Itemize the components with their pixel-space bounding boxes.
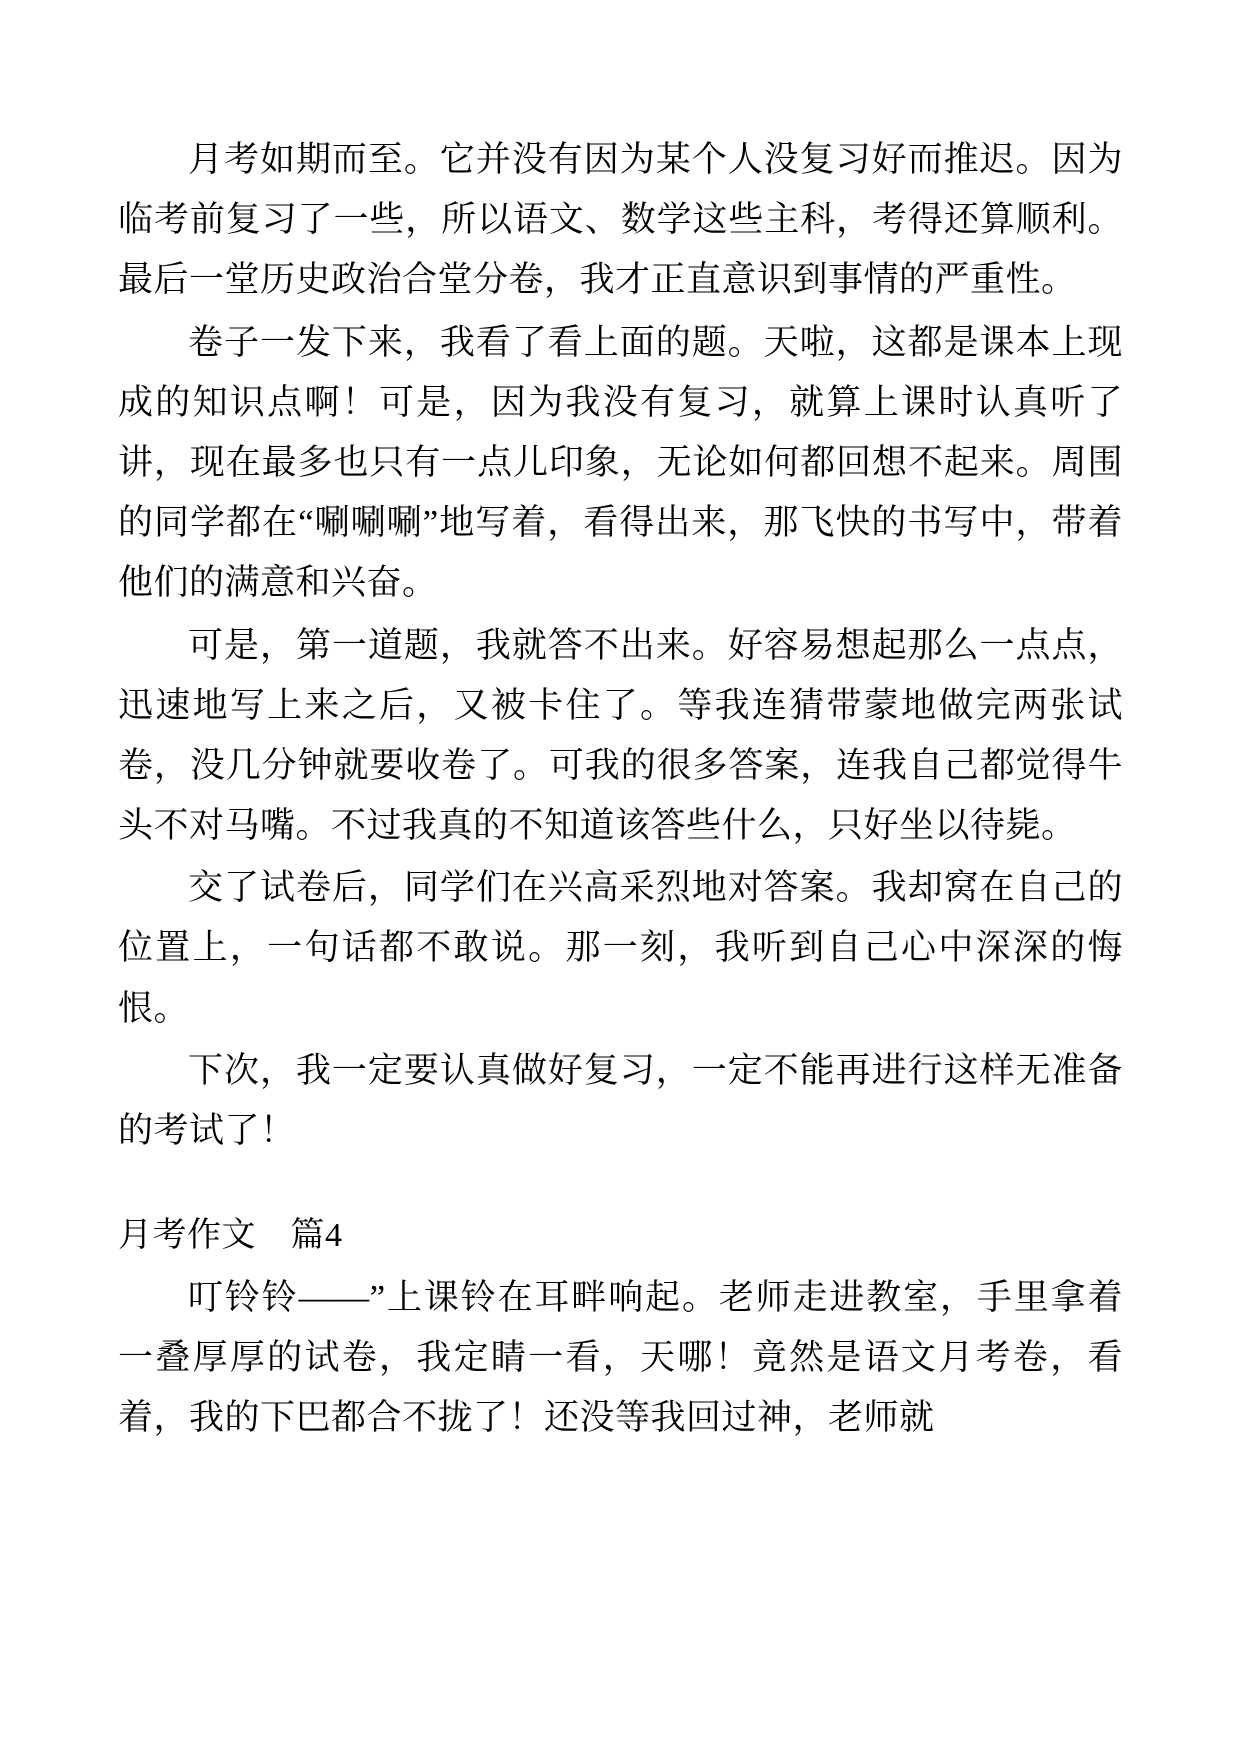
paragraph-5: 下次，我一定要认真做好复习，一定不能再进行这样无准备的考试了！	[118, 1050, 1123, 1150]
document-body	[118, 130, 1123, 1448]
paragraph-1: 月考如期而至。它并没有因为某个人没复习好而推迟。因为临考前复习了一些，所以语文、数学这些主科，考得还算顺利。最后一堂历史政治合堂分卷，我才正直意识到事情的严重性。	[118, 140, 1123, 300]
section-heading: 月考作文 篇4	[118, 1217, 343, 1255]
paragraph-6: 叮铃铃——”上课铃在耳畔响起。老师走进教室，手里拿着一叠厚厚的试卷，我定睛一看，天哪！竟然是语文月考卷，看着，我的下巴都合不拢了！还没等我回过神，老师就	[118, 1277, 1123, 1438]
paragraph-2: 卷子一发下来，我看了看上面的题。天啦，这都是课本上现成的知识点啊！可是，因为我没有复习，就算上课时认真听了讲，现在最多也只有一点儿印象，无论如何都回想不起来。周围的同学都在“唰唰唰”地写着，看得出来，那飞快的书写中，带着他们的满意和兴奋。	[118, 322, 1123, 603]
paragraph-3: 可是，第一道题，我就答不出来。好容易想起那么一点点，迅速地写上来之后，又被卡住了。等我连猜带蒙地做完两张试卷，没几分钟就要收卷了。可我的很多答案，连我自己都觉得牛头不对马嘴。不过我真的不知道该答些什么，只好坐以待毙。	[118, 625, 1123, 846]
paragraph-4: 交了试卷后，同学们在兴高采烈地对答案。我却窝在自己的位置上，一句话都不敢说。那一刻，我听到自己心中深深的悔恨。	[118, 868, 1123, 1028]
